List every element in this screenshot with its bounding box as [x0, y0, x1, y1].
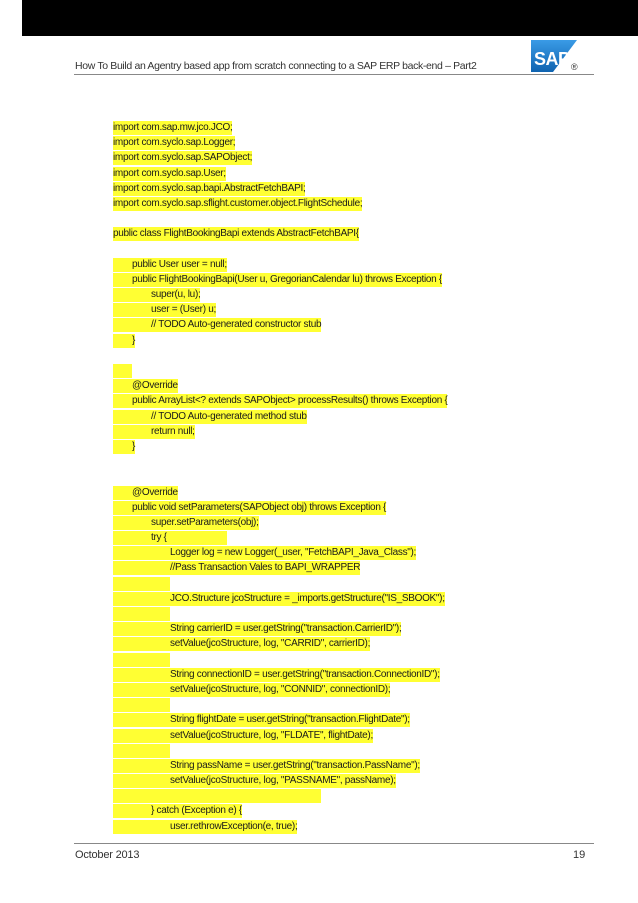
code-text: String connectionID = user.getString("transaction.ConnectionID"); [170, 668, 440, 680]
code-text: import com.syclo.sap.SAPObject; [113, 152, 253, 164]
code-line [113, 621, 447, 636]
code-line [113, 591, 447, 606]
code-line [113, 515, 447, 530]
page-header-title: How To Build an Agentry based app from scratch connecting to a SAP ERP back-end – Part2 [75, 60, 477, 72]
code-line [113, 743, 447, 758]
code-text: String carrierID = user.getString("transaction.CarrierID"); [170, 623, 402, 635]
code-line [113, 378, 447, 393]
top-black-bar [22, 0, 638, 36]
code-line [113, 348, 447, 363]
code-text: import com.syclo.sap.sflight.customer.object.FlightSchedule; [113, 197, 363, 209]
code-line [113, 363, 447, 378]
code-text: public User user = null; [132, 258, 227, 270]
code-line [113, 409, 447, 424]
code-text: user = (User) u; [151, 304, 216, 316]
code-line [113, 302, 447, 317]
code-text: public void setParameters(SAPObject obj) throws Exception { [132, 501, 387, 513]
code-line [113, 697, 447, 712]
code-line [113, 272, 447, 287]
code-line [113, 333, 447, 348]
code-line [113, 652, 447, 667]
code-line [113, 181, 447, 196]
page-number: 19 [573, 849, 586, 861]
code-text: setValue(jcoStructure, log, "CONNID", connectionID); [170, 683, 391, 695]
code-text: super(u, lu); [151, 289, 201, 301]
code-text: public ArrayList<? extends SAPObject> processResults() throws Exception { [132, 395, 448, 407]
svg-text:SAP: SAP [534, 49, 570, 69]
code-line [113, 424, 447, 439]
code-text: public FlightBookingBapi(User u, GregorianCalendar lu) throws Exception { [132, 273, 442, 285]
code-listing [113, 120, 447, 834]
code-text: } [132, 440, 136, 452]
code-line [113, 469, 447, 484]
code-text: user.rethrowException(e, true); [170, 820, 298, 832]
code-line [113, 682, 447, 697]
code-text: super.setParameters(obj); [151, 516, 259, 528]
code-text: Logger log = new Logger(_user, "FetchBAPI_Java_Class"); [170, 547, 417, 559]
code-line [113, 242, 447, 257]
code-line [113, 728, 447, 743]
code-line [113, 150, 447, 165]
svg-text:®: ® [571, 62, 578, 72]
footer-date: October 2013 [75, 849, 140, 861]
code-line [113, 257, 447, 272]
code-line [113, 788, 447, 803]
header-divider [74, 74, 594, 75]
code-text: //Pass Transaction Vales to BAPI_WRAPPER [170, 562, 361, 574]
code-line [113, 636, 447, 651]
code-line [113, 500, 447, 515]
code-line [113, 211, 447, 226]
sap-logo [531, 38, 591, 74]
code-text: @Override [132, 486, 178, 498]
code-text: public class FlightBookingBapi extends AbstractFetchBAPI{ [113, 228, 359, 240]
code-line [113, 166, 447, 181]
code-line [113, 135, 447, 150]
code-line [113, 819, 447, 834]
code-line [113, 712, 447, 727]
code-line [113, 196, 447, 211]
code-text: setValue(jcoStructure, log, "FLDATE", flightDate); [170, 729, 373, 741]
code-line [113, 545, 447, 560]
code-text: } [132, 334, 136, 346]
code-text: import com.sap.mw.jco.JCO; [113, 122, 233, 133]
code-line [113, 803, 447, 818]
code-text: setValue(jcoStructure, log, "PASSNAME", passName); [170, 775, 396, 787]
code-text: return null; [151, 425, 195, 437]
code-text: JCO.Structure jcoStructure = _imports.getStructure("IS_SBOOK"); [170, 592, 445, 604]
code-line [113, 439, 447, 454]
code-line [113, 393, 447, 408]
code-text: try { [151, 532, 167, 544]
code-text: import com.syclo.sap.User; [113, 167, 226, 179]
code-line [113, 317, 447, 332]
code-text: @Override [132, 380, 178, 392]
code-line [113, 120, 447, 135]
code-text: // TODO Auto-generated constructor stub [151, 319, 322, 331]
code-text: String passName = user.getString("transaction.PassName"); [170, 759, 420, 771]
code-line [113, 454, 447, 469]
code-text: // TODO Auto-generated method stub [151, 410, 307, 422]
code-text: import com.syclo.sap.Logger; [113, 137, 236, 149]
code-text: } catch (Exception e) { [151, 805, 242, 817]
code-text: String flightDate = user.getString("transaction.FlightDate"); [170, 714, 410, 726]
code-line [113, 530, 447, 545]
code-line [113, 576, 447, 591]
footer-divider [74, 843, 594, 844]
code-text: import com.syclo.sap.bapi.AbstractFetchBAPI; [113, 182, 306, 194]
code-text: setValue(jcoStructure, log, "CARRID", carrierID); [170, 638, 371, 650]
code-line [113, 287, 447, 302]
code-line [113, 606, 447, 621]
code-line [113, 667, 447, 682]
code-line [113, 773, 447, 788]
code-line [113, 485, 447, 500]
code-line [113, 560, 447, 575]
code-line [113, 758, 447, 773]
code-line [113, 226, 447, 241]
